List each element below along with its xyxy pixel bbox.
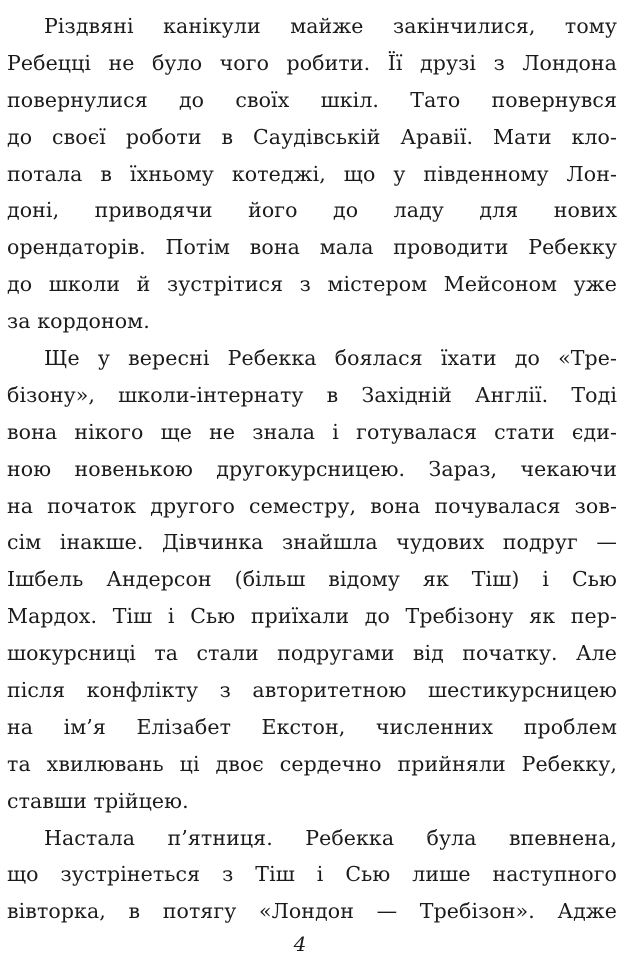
- text-line: ною новенькою другокурсницею. Зараз, чекаючи: [7, 456, 617, 481]
- text-line: повернулися до своїх шкіл. Тато повернувся: [7, 87, 617, 112]
- text-line: за кордоном.: [7, 309, 150, 334]
- text-line: Ішбель Андерсон (більш відому як Тіш) і Сью: [7, 567, 617, 592]
- text-line: Мардох. Тіш і Сью приїхали до Требізону як пер-: [7, 604, 617, 629]
- text-line: що зустрінеться з Тіш і Сью лише наступного: [7, 862, 617, 887]
- text-line: до школи й зустрітися з містером Мейсоном уже: [7, 272, 617, 297]
- text-line: Ще у вересні Ребекка боялася їхати до «Тре-: [44, 346, 617, 371]
- text-line: Різдвяні канікули майже закінчилися, тому: [44, 14, 617, 38]
- text-line: Ребецці не було чого робити. Її друзі з Лондона: [7, 50, 617, 75]
- text-line: після конфлікту з авторитетною шестикурсницею: [7, 678, 617, 703]
- text-line: бізону», школи-інтернату в Західній Англії. Тоді: [7, 382, 617, 407]
- text-line: вона нікого ще не знала і готувалася стати єди-: [7, 419, 617, 444]
- text-line: доні, приводячи його до ладу для нових: [7, 198, 617, 223]
- text-line: вівторка, в потягу «Лондон — Требізон». Адже: [7, 899, 617, 924]
- text-line: та хвилювань ці двоє сердечно прийняли Ребекку,: [7, 751, 617, 776]
- text-line: шокурсниці та стали подругами від початку. Але: [7, 641, 617, 666]
- text-line: потала в їхньому котеджі, що у південному Лон-: [7, 161, 617, 186]
- text-line: Настала п’ятниця. Ребекка була впевнена,: [44, 825, 617, 850]
- text-line: до своєї роботи в Саудівській Аравії. Мати кло-: [7, 124, 617, 149]
- text-line: орендаторів. Потім вона мала проводити Ребекку: [7, 235, 617, 260]
- text-line: сім інакше. Дівчинка знайшла чудових подруг —: [7, 530, 617, 555]
- text-line: ставши трійцею.: [7, 788, 189, 813]
- text-line: на початок другого семестру, вона почувалася зов-: [7, 493, 617, 518]
- body-text: [7, 8, 617, 930]
- text-line: на ім’я Елізабет Екстон, численних проблем: [7, 714, 617, 739]
- page-number: 4: [293, 932, 307, 956]
